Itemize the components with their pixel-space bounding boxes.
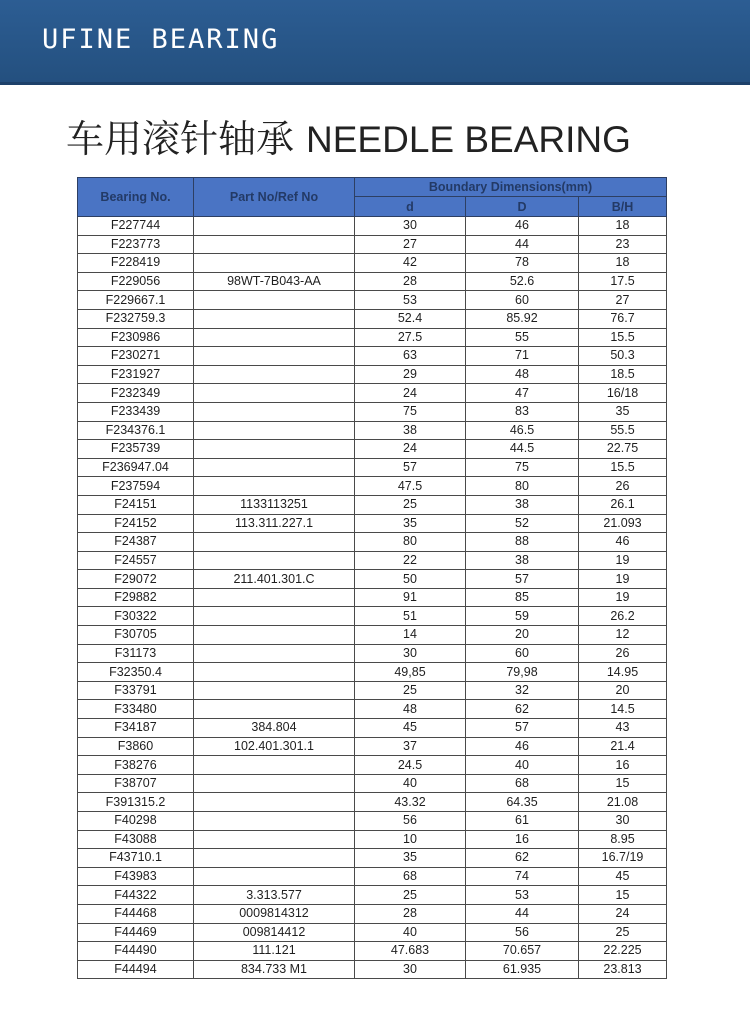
cell-d-inner: 25 bbox=[355, 681, 466, 700]
cell-d-outer: 44 bbox=[466, 904, 579, 923]
cell-d-inner: 43.32 bbox=[355, 793, 466, 812]
cell-bearing-no: F24152 bbox=[78, 514, 194, 533]
cell-bearing-no: F29882 bbox=[78, 588, 194, 607]
cell-part-no bbox=[194, 440, 355, 459]
table-body bbox=[78, 217, 667, 979]
cell-part-no bbox=[194, 812, 355, 831]
cell-d-inner: 25 bbox=[355, 886, 466, 905]
cell-bearing-no: F30322 bbox=[78, 607, 194, 626]
cell-part-no bbox=[194, 607, 355, 626]
cell-b-h: 16/18 bbox=[579, 384, 667, 403]
cell-b-h: 22.225 bbox=[579, 942, 667, 961]
cell-d-outer: 59 bbox=[466, 607, 579, 626]
table-row bbox=[78, 830, 667, 849]
cell-bearing-no: F43088 bbox=[78, 830, 194, 849]
table-row bbox=[78, 570, 667, 589]
cell-d-inner: 56 bbox=[355, 812, 466, 831]
cell-b-h: 43 bbox=[579, 719, 667, 738]
cell-d-inner: 14 bbox=[355, 626, 466, 645]
cell-d-inner: 29 bbox=[355, 365, 466, 384]
cell-part-no bbox=[194, 626, 355, 645]
cell-d-outer: 55 bbox=[466, 328, 579, 347]
table-row bbox=[78, 886, 667, 905]
cell-bearing-no: F38707 bbox=[78, 774, 194, 793]
cell-b-h: 46 bbox=[579, 533, 667, 552]
cell-bearing-no: F32350.4 bbox=[78, 663, 194, 682]
table-row bbox=[78, 849, 667, 868]
table-row bbox=[78, 756, 667, 775]
cell-bearing-no: F231927 bbox=[78, 365, 194, 384]
cell-bearing-no: F233439 bbox=[78, 402, 194, 421]
cell-d-inner: 28 bbox=[355, 904, 466, 923]
cell-b-h: 20 bbox=[579, 681, 667, 700]
table-row bbox=[78, 681, 667, 700]
cell-d-inner: 35 bbox=[355, 514, 466, 533]
cell-part-no bbox=[194, 681, 355, 700]
cell-d-outer: 61 bbox=[466, 812, 579, 831]
cell-b-h: 23 bbox=[579, 235, 667, 254]
cell-d-inner: 50 bbox=[355, 570, 466, 589]
cell-part-no: 3.313.577 bbox=[194, 886, 355, 905]
cell-b-h: 35 bbox=[579, 402, 667, 421]
cell-bearing-no: F30705 bbox=[78, 626, 194, 645]
cell-bearing-no: F229056 bbox=[78, 272, 194, 291]
cell-d-outer: 60 bbox=[466, 644, 579, 663]
cell-bearing-no: F43983 bbox=[78, 867, 194, 886]
cell-b-h: 18.5 bbox=[579, 365, 667, 384]
page-title bbox=[66, 108, 631, 163]
cell-d-inner: 30 bbox=[355, 644, 466, 663]
cell-b-h: 17.5 bbox=[579, 272, 667, 291]
header-boundary-dimensions: Boundary Dimensions(mm) bbox=[355, 178, 667, 197]
cell-part-no bbox=[194, 347, 355, 366]
cell-bearing-no: F232349 bbox=[78, 384, 194, 403]
cell-d-inner: 38 bbox=[355, 421, 466, 440]
cell-d-outer: 46 bbox=[466, 737, 579, 756]
table-row bbox=[78, 495, 667, 514]
cell-bearing-no: F44494 bbox=[78, 960, 194, 979]
cell-bearing-no: F31173 bbox=[78, 644, 194, 663]
cell-bearing-no: F34187 bbox=[78, 719, 194, 738]
cell-part-no bbox=[194, 402, 355, 421]
cell-bearing-no: F24557 bbox=[78, 551, 194, 570]
cell-bearing-no: F24151 bbox=[78, 495, 194, 514]
cell-b-h: 26.2 bbox=[579, 607, 667, 626]
cell-bearing-no: F43710.1 bbox=[78, 849, 194, 868]
cell-d-inner: 75 bbox=[355, 402, 466, 421]
cell-d-outer: 48 bbox=[466, 365, 579, 384]
cell-d-inner: 27 bbox=[355, 235, 466, 254]
cell-b-h: 27 bbox=[579, 291, 667, 310]
cell-bearing-no: F29072 bbox=[78, 570, 194, 589]
table-row bbox=[78, 923, 667, 942]
header-b-h: B/H bbox=[579, 197, 667, 217]
cell-part-no: 98WT-7B043-AA bbox=[194, 272, 355, 291]
cell-part-no: 834.733 M1 bbox=[194, 960, 355, 979]
cell-d-outer: 47 bbox=[466, 384, 579, 403]
table-row bbox=[78, 551, 667, 570]
cell-b-h: 25 bbox=[579, 923, 667, 942]
cell-b-h: 55.5 bbox=[579, 421, 667, 440]
cell-bearing-no: F40298 bbox=[78, 812, 194, 831]
cell-part-no: 009814412 bbox=[194, 923, 355, 942]
cell-d-inner: 57 bbox=[355, 458, 466, 477]
cell-b-h: 16.7/19 bbox=[579, 849, 667, 868]
cell-b-h: 12 bbox=[579, 626, 667, 645]
cell-bearing-no: F391315.2 bbox=[78, 793, 194, 812]
table-row bbox=[78, 309, 667, 328]
cell-d-inner: 30 bbox=[355, 960, 466, 979]
table-row bbox=[78, 217, 667, 236]
cell-part-no bbox=[194, 700, 355, 719]
cell-part-no bbox=[194, 756, 355, 775]
cell-b-h: 15 bbox=[579, 774, 667, 793]
table-row bbox=[78, 942, 667, 961]
cell-d-inner: 47.683 bbox=[355, 942, 466, 961]
cell-d-outer: 44 bbox=[466, 235, 579, 254]
cell-b-h: 23.813 bbox=[579, 960, 667, 979]
cell-d-inner: 27.5 bbox=[355, 328, 466, 347]
cell-part-no bbox=[194, 421, 355, 440]
table-row bbox=[78, 607, 667, 626]
cell-part-no: 384.804 bbox=[194, 719, 355, 738]
table-row bbox=[78, 904, 667, 923]
cell-d-outer: 20 bbox=[466, 626, 579, 645]
cell-d-outer: 62 bbox=[466, 700, 579, 719]
cell-d-outer: 53 bbox=[466, 886, 579, 905]
cell-part-no: 1133113251 bbox=[194, 495, 355, 514]
cell-d-outer: 70.657 bbox=[466, 942, 579, 961]
cell-part-no bbox=[194, 217, 355, 236]
cell-b-h: 24 bbox=[579, 904, 667, 923]
cell-d-inner: 30 bbox=[355, 217, 466, 236]
cell-d-outer: 38 bbox=[466, 551, 579, 570]
cell-part-no: 102.401.301.1 bbox=[194, 737, 355, 756]
cell-d-inner: 53 bbox=[355, 291, 466, 310]
cell-d-outer: 38 bbox=[466, 495, 579, 514]
cell-b-h: 15 bbox=[579, 886, 667, 905]
table-row bbox=[78, 384, 667, 403]
cell-part-no bbox=[194, 663, 355, 682]
cell-d-inner: 24.5 bbox=[355, 756, 466, 775]
cell-d-outer: 32 bbox=[466, 681, 579, 700]
cell-d-outer: 83 bbox=[466, 402, 579, 421]
cell-d-inner: 25 bbox=[355, 495, 466, 514]
cell-bearing-no: F237594 bbox=[78, 477, 194, 496]
cell-part-no bbox=[194, 458, 355, 477]
cell-part-no bbox=[194, 644, 355, 663]
cell-b-h: 26.1 bbox=[579, 495, 667, 514]
cell-bearing-no: F230986 bbox=[78, 328, 194, 347]
table-row bbox=[78, 458, 667, 477]
cell-bearing-no: F33480 bbox=[78, 700, 194, 719]
cell-b-h: 21.08 bbox=[579, 793, 667, 812]
cell-bearing-no: F44468 bbox=[78, 904, 194, 923]
table-row bbox=[78, 365, 667, 384]
cell-part-no bbox=[194, 365, 355, 384]
cell-bearing-no: F232759.3 bbox=[78, 309, 194, 328]
cell-d-outer: 52.6 bbox=[466, 272, 579, 291]
header-d-outer: D bbox=[466, 197, 579, 217]
table-row bbox=[78, 514, 667, 533]
cell-d-outer: 85.92 bbox=[466, 309, 579, 328]
table-row bbox=[78, 235, 667, 254]
table-row bbox=[78, 440, 667, 459]
table-row bbox=[78, 402, 667, 421]
cell-d-outer: 75 bbox=[466, 458, 579, 477]
brand-name: UFINE BEARING bbox=[42, 24, 280, 55]
table-row bbox=[78, 812, 667, 831]
cell-b-h: 26 bbox=[579, 477, 667, 496]
cell-b-h: 18 bbox=[579, 217, 667, 236]
cell-part-no bbox=[194, 309, 355, 328]
table-row bbox=[78, 774, 667, 793]
table-row bbox=[78, 588, 667, 607]
table-row bbox=[78, 291, 667, 310]
cell-part-no: 0009814312 bbox=[194, 904, 355, 923]
cell-d-outer: 57 bbox=[466, 570, 579, 589]
table-row bbox=[78, 793, 667, 812]
cell-part-no bbox=[194, 793, 355, 812]
table-row bbox=[78, 533, 667, 552]
cell-d-inner: 35 bbox=[355, 849, 466, 868]
cell-bearing-no: F236947.04 bbox=[78, 458, 194, 477]
cell-part-no bbox=[194, 774, 355, 793]
cell-d-outer: 74 bbox=[466, 867, 579, 886]
table-row bbox=[78, 272, 667, 291]
cell-d-inner: 22 bbox=[355, 551, 466, 570]
table-row bbox=[78, 960, 667, 979]
cell-d-inner: 42 bbox=[355, 254, 466, 273]
table-row bbox=[78, 867, 667, 886]
cell-d-outer: 40 bbox=[466, 756, 579, 775]
cell-b-h: 22.75 bbox=[579, 440, 667, 459]
cell-d-inner: 47.5 bbox=[355, 477, 466, 496]
cell-bearing-no: F44490 bbox=[78, 942, 194, 961]
cell-part-no: 113.311.227.1 bbox=[194, 514, 355, 533]
cell-part-no bbox=[194, 867, 355, 886]
cell-b-h: 76.7 bbox=[579, 309, 667, 328]
cell-b-h: 21.4 bbox=[579, 737, 667, 756]
cell-d-outer: 68 bbox=[466, 774, 579, 793]
cell-b-h: 15.5 bbox=[579, 458, 667, 477]
table-row bbox=[78, 644, 667, 663]
cell-d-inner: 28 bbox=[355, 272, 466, 291]
table-row bbox=[78, 347, 667, 366]
cell-bearing-no: F223773 bbox=[78, 235, 194, 254]
cell-part-no bbox=[194, 849, 355, 868]
cell-d-inner: 45 bbox=[355, 719, 466, 738]
cell-d-inner: 40 bbox=[355, 774, 466, 793]
table-row bbox=[78, 421, 667, 440]
cell-d-outer: 46 bbox=[466, 217, 579, 236]
cell-b-h: 26 bbox=[579, 644, 667, 663]
cell-d-outer: 57 bbox=[466, 719, 579, 738]
bearing-spec-table bbox=[77, 177, 667, 979]
cell-b-h: 15.5 bbox=[579, 328, 667, 347]
cell-b-h: 16 bbox=[579, 756, 667, 775]
cell-bearing-no: F33791 bbox=[78, 681, 194, 700]
cell-bearing-no: F44469 bbox=[78, 923, 194, 942]
cell-b-h: 14.95 bbox=[579, 663, 667, 682]
cell-d-inner: 37 bbox=[355, 737, 466, 756]
cell-part-no bbox=[194, 291, 355, 310]
cell-bearing-no: F44322 bbox=[78, 886, 194, 905]
title-english: NEEDLE BEARING bbox=[306, 119, 631, 160]
cell-b-h: 14.5 bbox=[579, 700, 667, 719]
cell-d-outer: 88 bbox=[466, 533, 579, 552]
cell-part-no bbox=[194, 830, 355, 849]
cell-b-h: 30 bbox=[579, 812, 667, 831]
table-row bbox=[78, 737, 667, 756]
cell-d-inner: 91 bbox=[355, 588, 466, 607]
cell-part-no bbox=[194, 254, 355, 273]
cell-d-inner: 80 bbox=[355, 533, 466, 552]
cell-d-outer: 60 bbox=[466, 291, 579, 310]
header-d-inner: d bbox=[355, 197, 466, 217]
cell-b-h: 8.95 bbox=[579, 830, 667, 849]
cell-b-h: 19 bbox=[579, 570, 667, 589]
cell-b-h: 19 bbox=[579, 551, 667, 570]
cell-part-no bbox=[194, 588, 355, 607]
cell-d-inner: 63 bbox=[355, 347, 466, 366]
cell-b-h: 18 bbox=[579, 254, 667, 273]
cell-part-no bbox=[194, 384, 355, 403]
cell-b-h: 21.093 bbox=[579, 514, 667, 533]
cell-d-outer: 71 bbox=[466, 347, 579, 366]
cell-bearing-no: F24387 bbox=[78, 533, 194, 552]
cell-bearing-no: F234376.1 bbox=[78, 421, 194, 440]
table-row bbox=[78, 626, 667, 645]
table-row bbox=[78, 328, 667, 347]
table-row bbox=[78, 254, 667, 273]
header-bearing-no: Bearing No. bbox=[78, 178, 194, 217]
table-row bbox=[78, 719, 667, 738]
cell-part-no bbox=[194, 533, 355, 552]
cell-part-no bbox=[194, 328, 355, 347]
cell-b-h: 45 bbox=[579, 867, 667, 886]
table-row bbox=[78, 663, 667, 682]
cell-part-no bbox=[194, 477, 355, 496]
cell-d-outer: 61.935 bbox=[466, 960, 579, 979]
cell-d-outer: 80 bbox=[466, 477, 579, 496]
cell-d-inner: 49,85 bbox=[355, 663, 466, 682]
cell-bearing-no: F227744 bbox=[78, 217, 194, 236]
cell-d-inner: 68 bbox=[355, 867, 466, 886]
header-part-no: Part No/Ref No bbox=[194, 178, 355, 217]
cell-bearing-no: F235739 bbox=[78, 440, 194, 459]
cell-d-outer: 16 bbox=[466, 830, 579, 849]
cell-part-no bbox=[194, 235, 355, 254]
cell-d-outer: 85 bbox=[466, 588, 579, 607]
cell-d-outer: 46.5 bbox=[466, 421, 579, 440]
cell-d-inner: 51 bbox=[355, 607, 466, 626]
cell-part-no bbox=[194, 551, 355, 570]
cell-d-outer: 52 bbox=[466, 514, 579, 533]
cell-bearing-no: F228419 bbox=[78, 254, 194, 273]
cell-d-outer: 62 bbox=[466, 849, 579, 868]
cell-d-inner: 52.4 bbox=[355, 309, 466, 328]
cell-d-inner: 40 bbox=[355, 923, 466, 942]
cell-b-h: 19 bbox=[579, 588, 667, 607]
title-chinese: 车用滚针轴承 bbox=[66, 117, 295, 161]
header-banner bbox=[0, 0, 750, 85]
cell-bearing-no: F3860 bbox=[78, 737, 194, 756]
table-row bbox=[78, 700, 667, 719]
cell-d-inner: 24 bbox=[355, 384, 466, 403]
cell-b-h: 50.3 bbox=[579, 347, 667, 366]
cell-part-no: 211.401.301.C bbox=[194, 570, 355, 589]
table-row bbox=[78, 477, 667, 496]
cell-d-inner: 48 bbox=[355, 700, 466, 719]
cell-bearing-no: F229667.1 bbox=[78, 291, 194, 310]
cell-bearing-no: F38276 bbox=[78, 756, 194, 775]
cell-bearing-no: F230271 bbox=[78, 347, 194, 366]
cell-d-outer: 44.5 bbox=[466, 440, 579, 459]
cell-d-inner: 10 bbox=[355, 830, 466, 849]
cell-d-outer: 79,98 bbox=[466, 663, 579, 682]
cell-d-outer: 64.35 bbox=[466, 793, 579, 812]
cell-part-no: 111.121 bbox=[194, 942, 355, 961]
cell-d-outer: 78 bbox=[466, 254, 579, 273]
cell-d-outer: 56 bbox=[466, 923, 579, 942]
cell-d-inner: 24 bbox=[355, 440, 466, 459]
